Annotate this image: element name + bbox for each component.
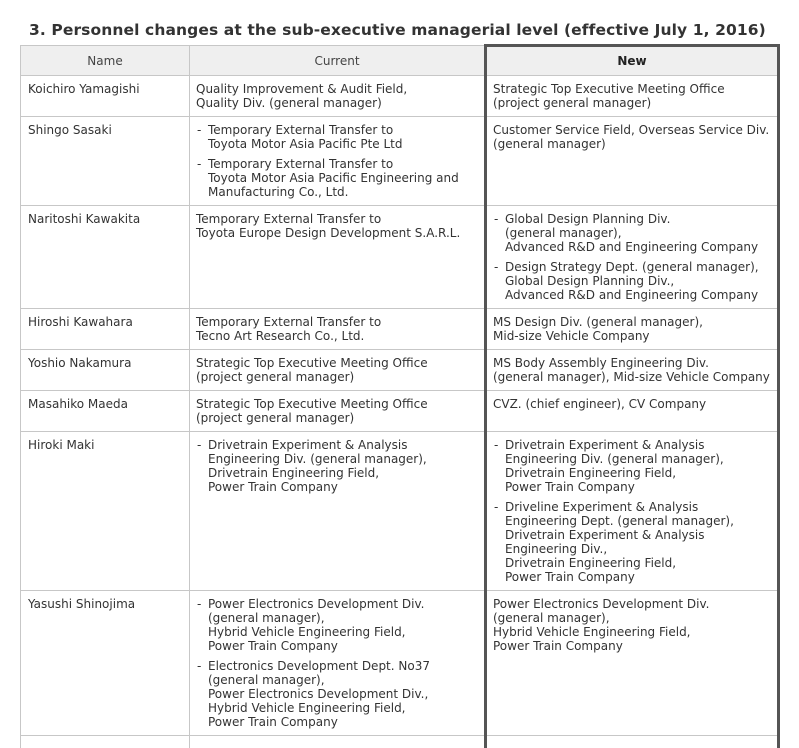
table-header-row xyxy=(21,46,779,76)
list-item xyxy=(493,212,771,254)
person-name-cell: Koichiro Yamagishi xyxy=(21,76,190,117)
table-row xyxy=(21,350,779,391)
new-position-cell xyxy=(486,391,779,432)
new-position-cell xyxy=(486,432,779,591)
new-position-cell xyxy=(486,309,779,350)
current-column-header: Current xyxy=(190,46,486,76)
new-position-list xyxy=(493,212,771,302)
bullet-dash: - xyxy=(494,500,498,514)
current-position-text: Temporary External Transfer to Toyota Europe Design Development S.A.R.L. xyxy=(196,212,478,240)
table-row xyxy=(21,591,779,736)
person-name-cell: Yoshio Nakamura xyxy=(21,350,190,391)
section-title: 3. Personnel changes at the sub-executive managerial level (effective July 1, 2016) xyxy=(29,21,766,39)
table-row xyxy=(21,309,779,350)
current-position-cell xyxy=(190,391,486,432)
new-position-cell xyxy=(486,117,779,206)
table-body xyxy=(21,76,779,748)
new-position-cell xyxy=(486,350,779,391)
person-name-cell xyxy=(21,736,190,748)
table-row xyxy=(21,432,779,591)
bullet-dash: - xyxy=(494,438,498,452)
new-position-cell xyxy=(486,76,779,117)
current-position-text: Strategic Top Executive Meeting Office (project general manager) xyxy=(196,356,478,384)
table-row xyxy=(21,206,779,309)
current-position-text: Temporary External Transfer to Toyota Motor Asia Pacific Engineering and Manufacturing Co., Ltd. xyxy=(208,157,459,199)
list-item xyxy=(196,659,478,729)
person-name-cell: Yasushi Shinojima xyxy=(21,591,190,736)
list-item xyxy=(196,597,478,653)
current-position-cell xyxy=(190,206,486,309)
table-row xyxy=(21,117,779,206)
current-position-text: Temporary External Transfer to Toyota Motor Asia Pacific Pte Ltd xyxy=(208,123,403,151)
current-position-cell xyxy=(190,117,486,206)
current-position-cell xyxy=(190,350,486,391)
new-position-text: Design Strategy Dept. (general manager), Global Design Planning Div., Advanced R&D and Engineering Company xyxy=(505,260,759,302)
new-position-text: CVZ. (chief engineer), CV Company xyxy=(493,397,771,411)
person-name-cell: Hiroshi Kawahara xyxy=(21,309,190,350)
person-name-cell: Masahiko Maeda xyxy=(21,391,190,432)
list-item xyxy=(196,438,478,494)
current-position-text: Quality Improvement & Audit Field, Quality Div. (general manager) xyxy=(196,82,478,110)
new-position-cell xyxy=(486,591,779,736)
table-row xyxy=(21,76,779,117)
list-item xyxy=(196,123,478,151)
person-name-cell: Shingo Sasaki xyxy=(21,117,190,206)
bullet-dash: - xyxy=(494,260,498,274)
current-position-text: Power Electronics Development Div. (general manager), Hybrid Vehicle Engineering Field, Power Train Company xyxy=(208,597,424,653)
list-item xyxy=(493,500,771,584)
current-position-cell xyxy=(190,76,486,117)
current-position-cell xyxy=(190,736,486,748)
new-position-text: MS Body Assembly Engineering Div. (general manager), Mid-size Vehicle Company xyxy=(493,356,771,384)
current-position-text: Electronics Development Dept. No37 (general manager), Power Electronics Development Div., Hybrid Vehicle Engineering Field, Power Train Company xyxy=(208,659,430,729)
personnel-changes-table xyxy=(20,44,780,748)
table-row xyxy=(21,736,779,748)
bullet-dash: - xyxy=(197,438,201,452)
bullet-dash: - xyxy=(197,123,201,137)
new-position-text: Strategic Top Executive Meeting Office (project general manager) xyxy=(493,82,771,110)
new-position-cell xyxy=(486,206,779,309)
table-row xyxy=(21,391,779,432)
new-position-text: Global Design Planning Div. (general manager), Advanced R&D and Engineering Company xyxy=(505,212,758,254)
current-position-cell xyxy=(190,432,486,591)
current-position-text: Temporary External Transfer to Tecno Art Research Co., Ltd. xyxy=(196,315,478,343)
current-position-cell xyxy=(190,591,486,736)
name-column-header: Name xyxy=(21,46,190,76)
new-position-text: Driveline Experiment & Analysis Engineering Dept. (general manager), Drivetrain Experiment & Analysis Engineering Div., Drivetrain Engineering Field, Power Train Company xyxy=(505,500,734,584)
list-item xyxy=(493,260,771,302)
bullet-dash: - xyxy=(197,157,201,171)
person-name-cell: Hiroki Maki xyxy=(21,432,190,591)
current-position-text: Drivetrain Experiment & Analysis Engineering Div. (general manager), Drivetrain Engineering Field, Power Train Company xyxy=(208,438,427,494)
new-position-text: Customer Service Field, Overseas Service Div. (general manager) xyxy=(493,123,771,151)
current-position-cell xyxy=(190,309,486,350)
current-position-list xyxy=(196,597,478,729)
new-position-list xyxy=(493,438,771,584)
current-position-text: Strategic Top Executive Meeting Office (project general manager) xyxy=(196,397,478,425)
new-position-cell xyxy=(486,736,779,748)
new-column-header: New xyxy=(486,46,779,76)
bullet-dash: - xyxy=(197,597,201,611)
bullet-dash: - xyxy=(494,212,498,226)
list-item xyxy=(493,438,771,494)
current-position-list xyxy=(196,123,478,199)
current-position-list xyxy=(196,438,478,494)
person-name-cell: Naritoshi Kawakita xyxy=(21,206,190,309)
bullet-dash: - xyxy=(197,659,201,673)
new-position-text: Power Electronics Development Div. (general manager), Hybrid Vehicle Engineering Field, Power Train Company xyxy=(493,597,771,653)
new-position-text: MS Design Div. (general manager), Mid-size Vehicle Company xyxy=(493,315,771,343)
new-position-text: Drivetrain Experiment & Analysis Engineering Div. (general manager), Drivetrain Engineering Field, Power Train Company xyxy=(505,438,724,494)
list-item xyxy=(196,157,478,199)
